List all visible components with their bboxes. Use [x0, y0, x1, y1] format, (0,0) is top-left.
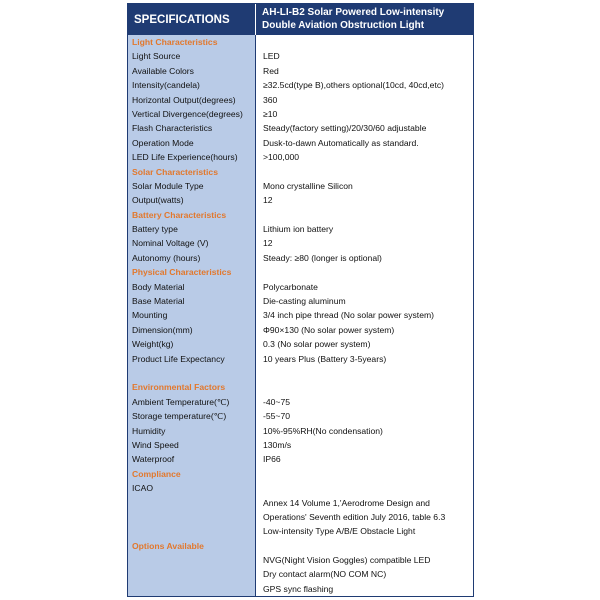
- spec-label: [128, 510, 255, 524]
- spec-value: 0.3 (No solar power system): [263, 339, 371, 350]
- spec-value: Operations' Seventh edition July 2016, table 6.3: [263, 511, 446, 522]
- spec-value: Φ90×130 (No solar power system): [263, 324, 395, 335]
- spec-value: 12: [263, 195, 273, 206]
- spec-value: [256, 165, 473, 179]
- spec-value: IP66: [263, 454, 281, 465]
- spec-label: Battery type: [132, 224, 178, 235]
- spec-label: Dimension(mm): [132, 324, 193, 335]
- spec-table: [127, 3, 474, 597]
- spec-label: Waterproof: [132, 454, 175, 465]
- spec-body: [128, 35, 473, 596]
- spec-label: Ambient Temperature(℃): [132, 396, 230, 407]
- spec-value: [256, 35, 473, 49]
- section-heading: Solar Characteristics: [132, 166, 218, 177]
- spec-value: -55~70: [263, 411, 290, 422]
- spec-value: Steady: ≥80 (longer is optional): [263, 252, 382, 263]
- spec-label: Humidity: [132, 425, 166, 436]
- spec-value: Annex 14 Volume 1,'Aerodrome Design and: [263, 497, 430, 508]
- spec-label: Intensity(candela): [132, 80, 200, 91]
- spec-label: Nominal Voltage (V): [132, 238, 209, 249]
- spec-label: LED Life Experience(hours): [132, 152, 238, 163]
- section-heading: Options Available: [132, 540, 204, 551]
- product-title-line1: AH-LI-B2 Solar Powered Low-intensity: [262, 7, 445, 18]
- spec-value: Polycarbonate: [263, 281, 318, 292]
- spec-label-column: [128, 35, 256, 596]
- spec-value: [256, 467, 473, 481]
- spec-value: Lithium ion battery: [263, 224, 334, 235]
- spec-label: [128, 524, 255, 538]
- spec-label: [128, 366, 255, 380]
- spec-value: NVG(Night Vision Goggles) compatible LED: [263, 555, 431, 566]
- spec-label: Operation Mode: [132, 137, 194, 148]
- spec-value: ≥32.5cd(type B),others optional(10cd, 40cd,etc): [263, 80, 444, 91]
- spec-value: -40~75: [263, 396, 290, 407]
- spec-label: Wind Speed: [132, 439, 179, 450]
- spec-value: Die-casting aluminum: [263, 296, 346, 307]
- spec-label: Product Life Expectancy: [132, 353, 225, 364]
- spec-label: Storage temperature(℃): [132, 411, 227, 422]
- spec-value: Dry contact alarm(NO COM NC): [263, 569, 387, 580]
- spec-label: ICAO: [132, 483, 154, 494]
- spec-label: Output(watts): [132, 195, 184, 206]
- spec-label: [128, 496, 255, 510]
- spec-header-title: SPECIFICATIONS: [128, 4, 256, 35]
- spec-value: Steady(factory setting)/20/30/60 adjustable: [263, 123, 427, 134]
- spec-label: Body Material: [132, 281, 185, 292]
- spec-label: Solar Module Type: [132, 180, 204, 191]
- section-heading: Compliance: [132, 468, 181, 479]
- spec-value: Dusk-to-dawn Automatically as standard.: [263, 137, 419, 148]
- spec-value: Red: [263, 65, 279, 76]
- product-title-line2: Double Aviation Obstruction Light: [262, 20, 425, 31]
- spec-value-column: [256, 35, 473, 596]
- spec-label: [128, 553, 255, 567]
- spec-value: 12: [263, 238, 273, 249]
- spec-label: Vertical Divergence(degrees): [132, 108, 243, 119]
- spec-value: [256, 265, 473, 279]
- spec-label: Autonomy (hours): [132, 252, 201, 263]
- spec-label: Horizontal Output(degrees): [132, 94, 236, 105]
- spec-value: 360: [263, 94, 278, 105]
- spec-label: Base Material: [132, 296, 185, 307]
- spec-label: Mounting: [132, 310, 168, 321]
- spec-value: [256, 481, 473, 495]
- section-heading: Physical Characteristics: [132, 267, 232, 278]
- spec-value: [256, 539, 473, 553]
- spec-value: [256, 380, 473, 394]
- section-heading: Battery Characteristics: [132, 209, 227, 220]
- spec-header-product: [256, 4, 473, 35]
- spec-label: [128, 567, 255, 581]
- spec-value: 10 years Plus (Battery 3-5years): [263, 353, 387, 364]
- spec-value: LED: [263, 51, 280, 62]
- spec-value: 10%-95%RH(No condensation): [263, 425, 383, 436]
- spec-value: GPS sync flashing: [263, 583, 334, 594]
- spec-value: [256, 208, 473, 222]
- spec-label: Light Source: [132, 51, 181, 62]
- section-heading: Light Characteristics: [132, 37, 218, 47]
- spec-label: [128, 582, 255, 596]
- spec-header: [128, 4, 473, 35]
- spec-value: Mono crystalline Silicon: [263, 180, 353, 191]
- spec-label: Weight(kg): [132, 339, 174, 350]
- spec-value: Low-intensity Type A/B/E Obstacle Light: [263, 526, 416, 537]
- spec-value: 130m/s: [263, 439, 292, 450]
- section-heading: Environmental Factors: [132, 382, 226, 393]
- spec-value: [256, 366, 473, 380]
- spec-value: >100,000: [263, 152, 300, 163]
- spec-value: ≥10: [263, 108, 278, 119]
- spec-value: 3/4 inch pipe thread (No solar power system): [263, 310, 434, 321]
- spec-label: Flash Characteristics: [132, 123, 213, 134]
- spec-label: Available Colors: [132, 65, 194, 76]
